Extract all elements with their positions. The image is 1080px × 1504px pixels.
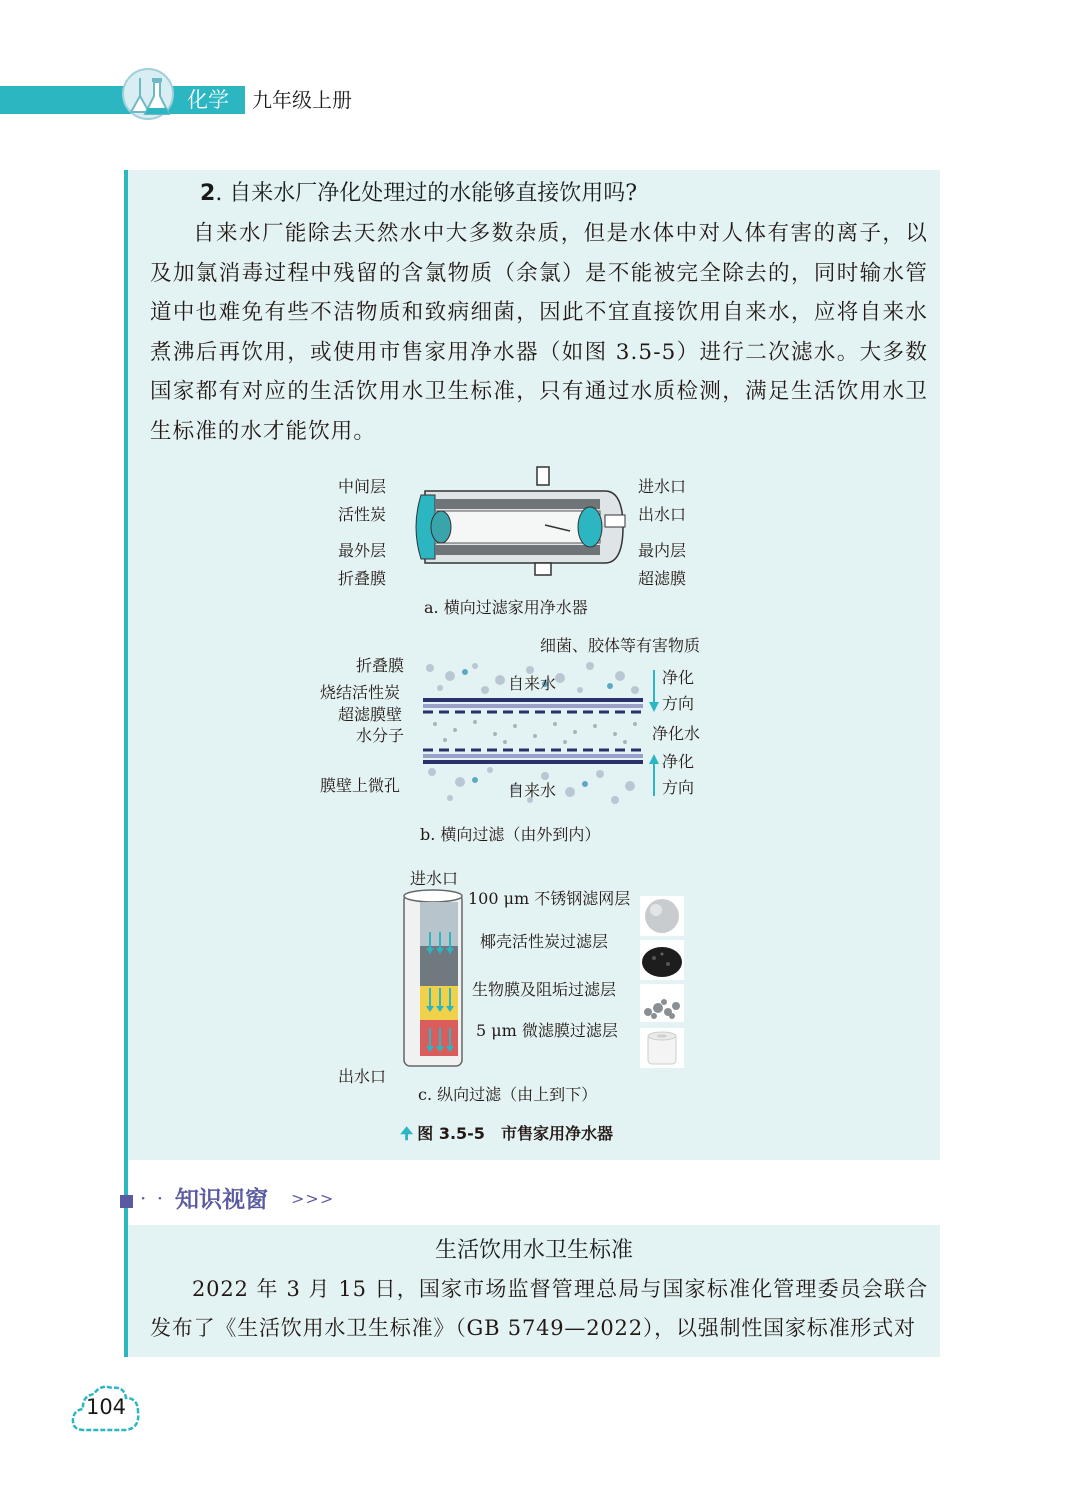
figure-caption: 🠉 图 3.5-5 市售家用净水器 <box>400 1124 613 1143</box>
label-inlet-c: 进水口 <box>410 869 459 888</box>
caption-arrow-icon: 🠉 <box>400 1124 414 1143</box>
panel-left-rule <box>124 170 128 1160</box>
label-purified-water: 净化水 <box>652 724 701 743</box>
label-tap-water-top: 自来水 <box>508 674 557 693</box>
label-direction-bottom: 方向 <box>662 778 695 797</box>
question-text: . 自来水厂净化处理过的水能够直接饮用吗? <box>215 181 638 206</box>
label-outer-layer: 最外层 <box>338 541 387 560</box>
coconut-carbon-sample-image <box>640 940 684 980</box>
label-ultrafiltration-membrane: 超滤膜 <box>638 569 687 588</box>
caption-a: a. 横向过滤家用净水器 <box>424 598 588 617</box>
label-water-molecule: 水分子 <box>356 726 405 745</box>
knowledge-heading: 生活饮用水卫生标准 <box>434 1238 633 1263</box>
question-number: 2 <box>200 181 216 206</box>
knowledge-arrows: >>> <box>291 1189 335 1208</box>
label-purify-bottom: 净化 <box>662 752 695 771</box>
arrow-up-icon <box>648 754 660 796</box>
label-layer-steel-mesh: 100 μm 不锈钢滤网层 <box>468 889 631 908</box>
label-bacteria-colloids: 细菌、胶体等有害物质 <box>540 636 701 655</box>
caption-b: b. 横向过滤（由外到内） <box>420 825 601 844</box>
label-folded-membrane-b: 折叠膜 <box>356 656 405 675</box>
label-membrane-pores: 膜壁上微孔 <box>320 776 401 795</box>
filter-cross-section-illustration <box>395 465 645 585</box>
steel-mesh-sample-image <box>640 896 684 936</box>
arrow-down-icon <box>648 670 660 712</box>
label-tap-water-bottom: 自来水 <box>508 781 557 800</box>
label-purify-top: 净化 <box>662 668 695 687</box>
label-activated-carbon: 活性炭 <box>338 505 387 524</box>
vertical-filter-cartridge-illustration <box>396 888 468 1074</box>
knowledge-square-icon <box>120 1195 133 1208</box>
biofilm-sample-image <box>640 984 684 1022</box>
flask-logo-icon <box>120 66 180 122</box>
page-number: 104 <box>85 1395 127 1419</box>
knowledge-window-title: 知识视窗 <box>176 1187 268 1213</box>
label-ultrafiltration-wall: 超滤膜壁 <box>338 705 403 724</box>
label-outlet-c: 出水口 <box>338 1067 387 1086</box>
label-inlet: 进水口 <box>638 477 687 496</box>
label-inner-layer: 最内层 <box>638 541 687 560</box>
microfiltration-sample-image <box>640 1028 684 1068</box>
label-middle-layer: 中间层 <box>338 477 387 496</box>
label-sintered-carbon: 烧结活性炭 <box>320 683 401 702</box>
body-paragraph: 自来水厂能除去天然水中大多数杂质，但是水体中对人体有害的离子，以及加氯消毒过程中残留的含氯物质（余氯）是不能被完全除去的，同时输水管道中也难免有些不洁物质和致病细菌，因此不宜直接饮用自来水，应将自来水煮沸后再饮用，或使用市售家用净水器（如图 3.5-5）进行二次滤水。大多数国家都有对应的生活饮用水卫生标准，只有通过水质检测，满足生活饮用水卫生标准的水才能饮用。 <box>150 221 928 444</box>
subject-label: 化学 <box>187 88 229 112</box>
knowledge-paragraph: 2022 年 3 月 15 日，国家市场监督管理总局与国家标准化管理委员会联合发布了《生活饮用水卫生标准》（GB 5749—2022），以强制性国家标准形式对 <box>150 1277 928 1340</box>
label-direction-top: 方向 <box>662 694 695 713</box>
book-title: 九年级上册 <box>252 88 352 112</box>
label-layer-biofilm: 生物膜及阻垢过滤层 <box>472 980 617 999</box>
label-outlet: 出水口 <box>638 505 687 524</box>
label-layer-microfiltration: 5 μm 微滤膜过滤层 <box>476 1021 618 1040</box>
label-folded-membrane: 折叠膜 <box>338 569 387 588</box>
knowledge-dots: · · · <box>140 1186 182 1210</box>
caption-c: c. 纵向过滤（由上到下） <box>418 1085 598 1104</box>
label-layer-coconut-carbon: 椰壳活性炭过滤层 <box>480 932 609 951</box>
question-title <box>200 177 637 211</box>
